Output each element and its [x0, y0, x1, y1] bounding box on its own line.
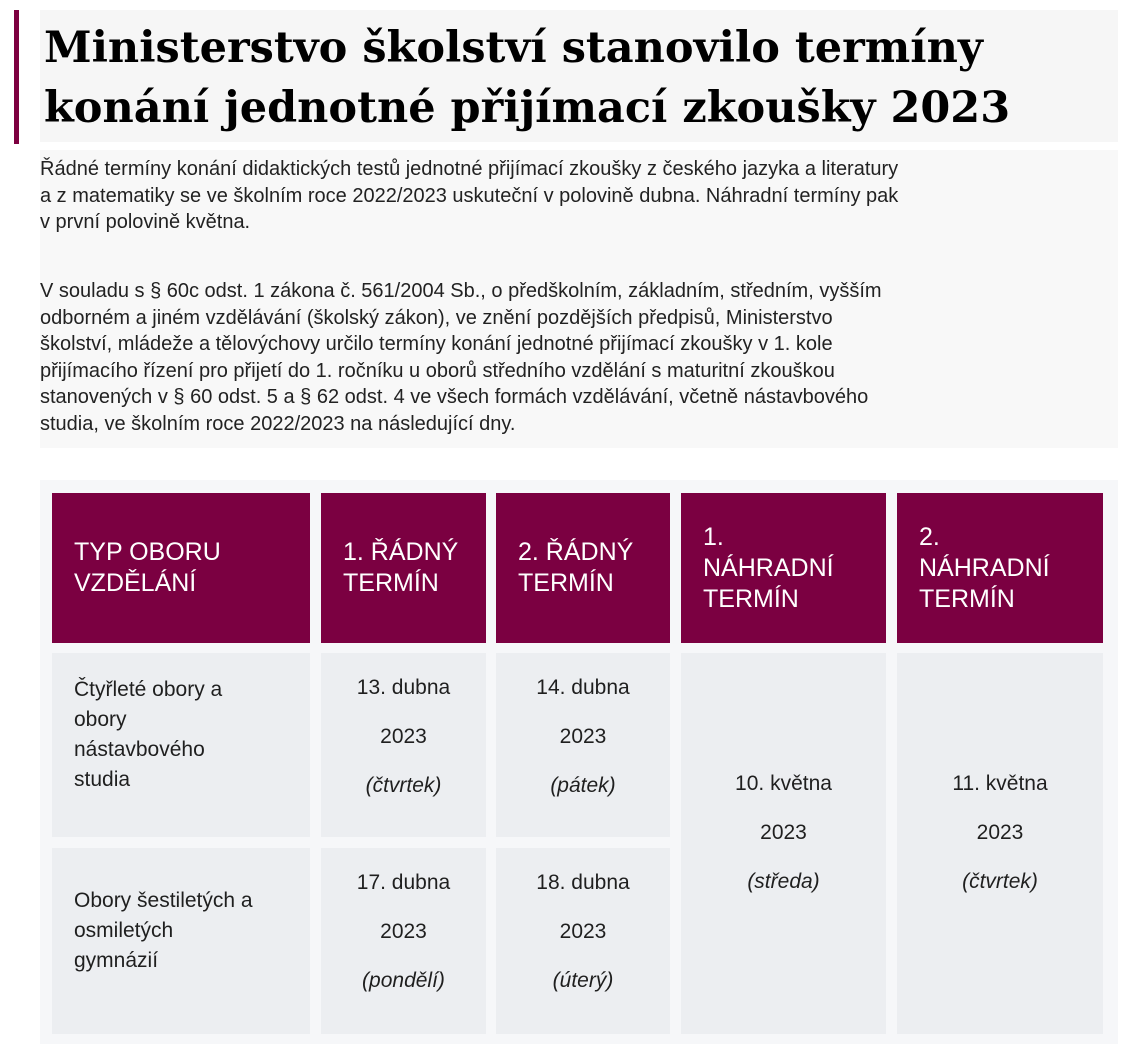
row-2-term2-date	[496, 858, 670, 1005]
header-label-type: TYP OBORU VZDĚLÁNÍ	[74, 538, 221, 597]
article-header	[14, 10, 1118, 144]
alt2-year: 2023	[976, 821, 1024, 844]
row-1-term1-year: 2023	[380, 725, 427, 748]
row-1-term2-day: 14. dubna	[536, 676, 630, 699]
table-alt1-cell	[681, 653, 886, 1034]
header-cell-alt1	[681, 493, 886, 643]
header-cell-term1	[321, 493, 486, 643]
table-row-2-term2-cell	[496, 848, 670, 1034]
title-line-1: Ministerstvo školství stanovilo termíny	[44, 23, 983, 73]
table-row-1-label-cell	[52, 653, 310, 837]
row-1-label: Čtyřleté obory a obory nástavbového studia	[74, 678, 223, 791]
row-2-term2-weekday: (úterý)	[552, 969, 614, 992]
header-label-alt1: 1. NÁHRADNÍ TERMÍN	[703, 522, 834, 613]
title-box	[40, 10, 1118, 142]
alt1-year: 2023	[760, 821, 807, 844]
header-label-term2: 2. ŘÁDNÝ TERMÍN	[518, 538, 634, 597]
row-1-term1-day: 13. dubna	[356, 676, 451, 699]
accent-bar	[14, 10, 19, 144]
header-label-alt2: 2. NÁHRADNÍ TERMÍN	[919, 522, 1050, 613]
alt2-weekday: (čtvrtek)	[962, 870, 1038, 893]
dates-table	[40, 480, 1118, 1044]
alt1-weekday: (středa)	[747, 870, 820, 893]
paragraph-1: Řádné termíny konání didaktických testů jednotné přijímací zkoušky z českého jazyka a literatury a z matematiky se ve školním roce 2022/2023 uskuteční v polovině dubna. Náhradní termíny pak v první polovině května.	[40, 158, 899, 233]
table-row-1-term2-cell	[496, 653, 670, 837]
title-line-2: konání jednotné přijímací zkoušky 2023	[44, 83, 1011, 133]
row-2-term2-day: 18. dubna	[536, 871, 630, 894]
header-cell-alt2	[897, 493, 1103, 643]
row-2-term2-year: 2023	[559, 920, 607, 943]
article-title	[44, 18, 1010, 138]
row-2-term1-day: 17. dubna	[356, 871, 451, 894]
row-1-term1-weekday: (čtvrtek)	[365, 774, 442, 797]
alt1-day: 10. května	[735, 772, 832, 795]
table-row-2-term1-cell	[321, 848, 486, 1034]
alt2-date	[897, 759, 1103, 906]
article-intro	[40, 150, 1118, 448]
header-cell-type	[52, 493, 310, 643]
paragraph-2: V souladu s § 60c odst. 1 zákona č. 561/2004 Sb., o předškolním, základním, středním, vyšším odborném a jiném vzdělávání (školský zákon), ve znění pozdějších předpisů, Ministerstvo školství, mládeže a tělovýchovy určilo termíny konání jednotné přijímací zkoušky v 1. kole přijímacího řízení pro přijetí do 1. ročníku u oborů středního vzdělání s maturitní zkouškou stanovených v § 60 odst. 5 a § 62 odst. 4 ve všech formách vzdělávání, včetně nástavbového studia, ve školním roce 2022/2023 na následující dny.	[40, 280, 882, 435]
header-cell-term2	[496, 493, 670, 643]
row-2-term1-year: 2023	[380, 920, 427, 943]
alt1-date	[681, 759, 886, 906]
row-1-term2-date	[496, 663, 670, 810]
row-1-term2-year: 2023	[559, 725, 607, 748]
row-2-term1-date	[321, 858, 486, 1005]
table-alt2-cell	[897, 653, 1103, 1034]
row-1-term2-weekday: (pátek)	[550, 774, 616, 797]
header-label-term1: 1. ŘÁDNÝ TERMÍN	[343, 538, 459, 597]
table-row-1-term1-cell	[321, 653, 486, 837]
row-2-label: Obory šestiletých a osmiletých gymnázií	[74, 889, 253, 972]
row-1-term1-date	[321, 663, 486, 810]
alt2-day: 11. května	[952, 772, 1048, 795]
row-2-term1-weekday: (pondělí)	[362, 969, 445, 992]
table-row-2-label-cell	[52, 848, 310, 1034]
